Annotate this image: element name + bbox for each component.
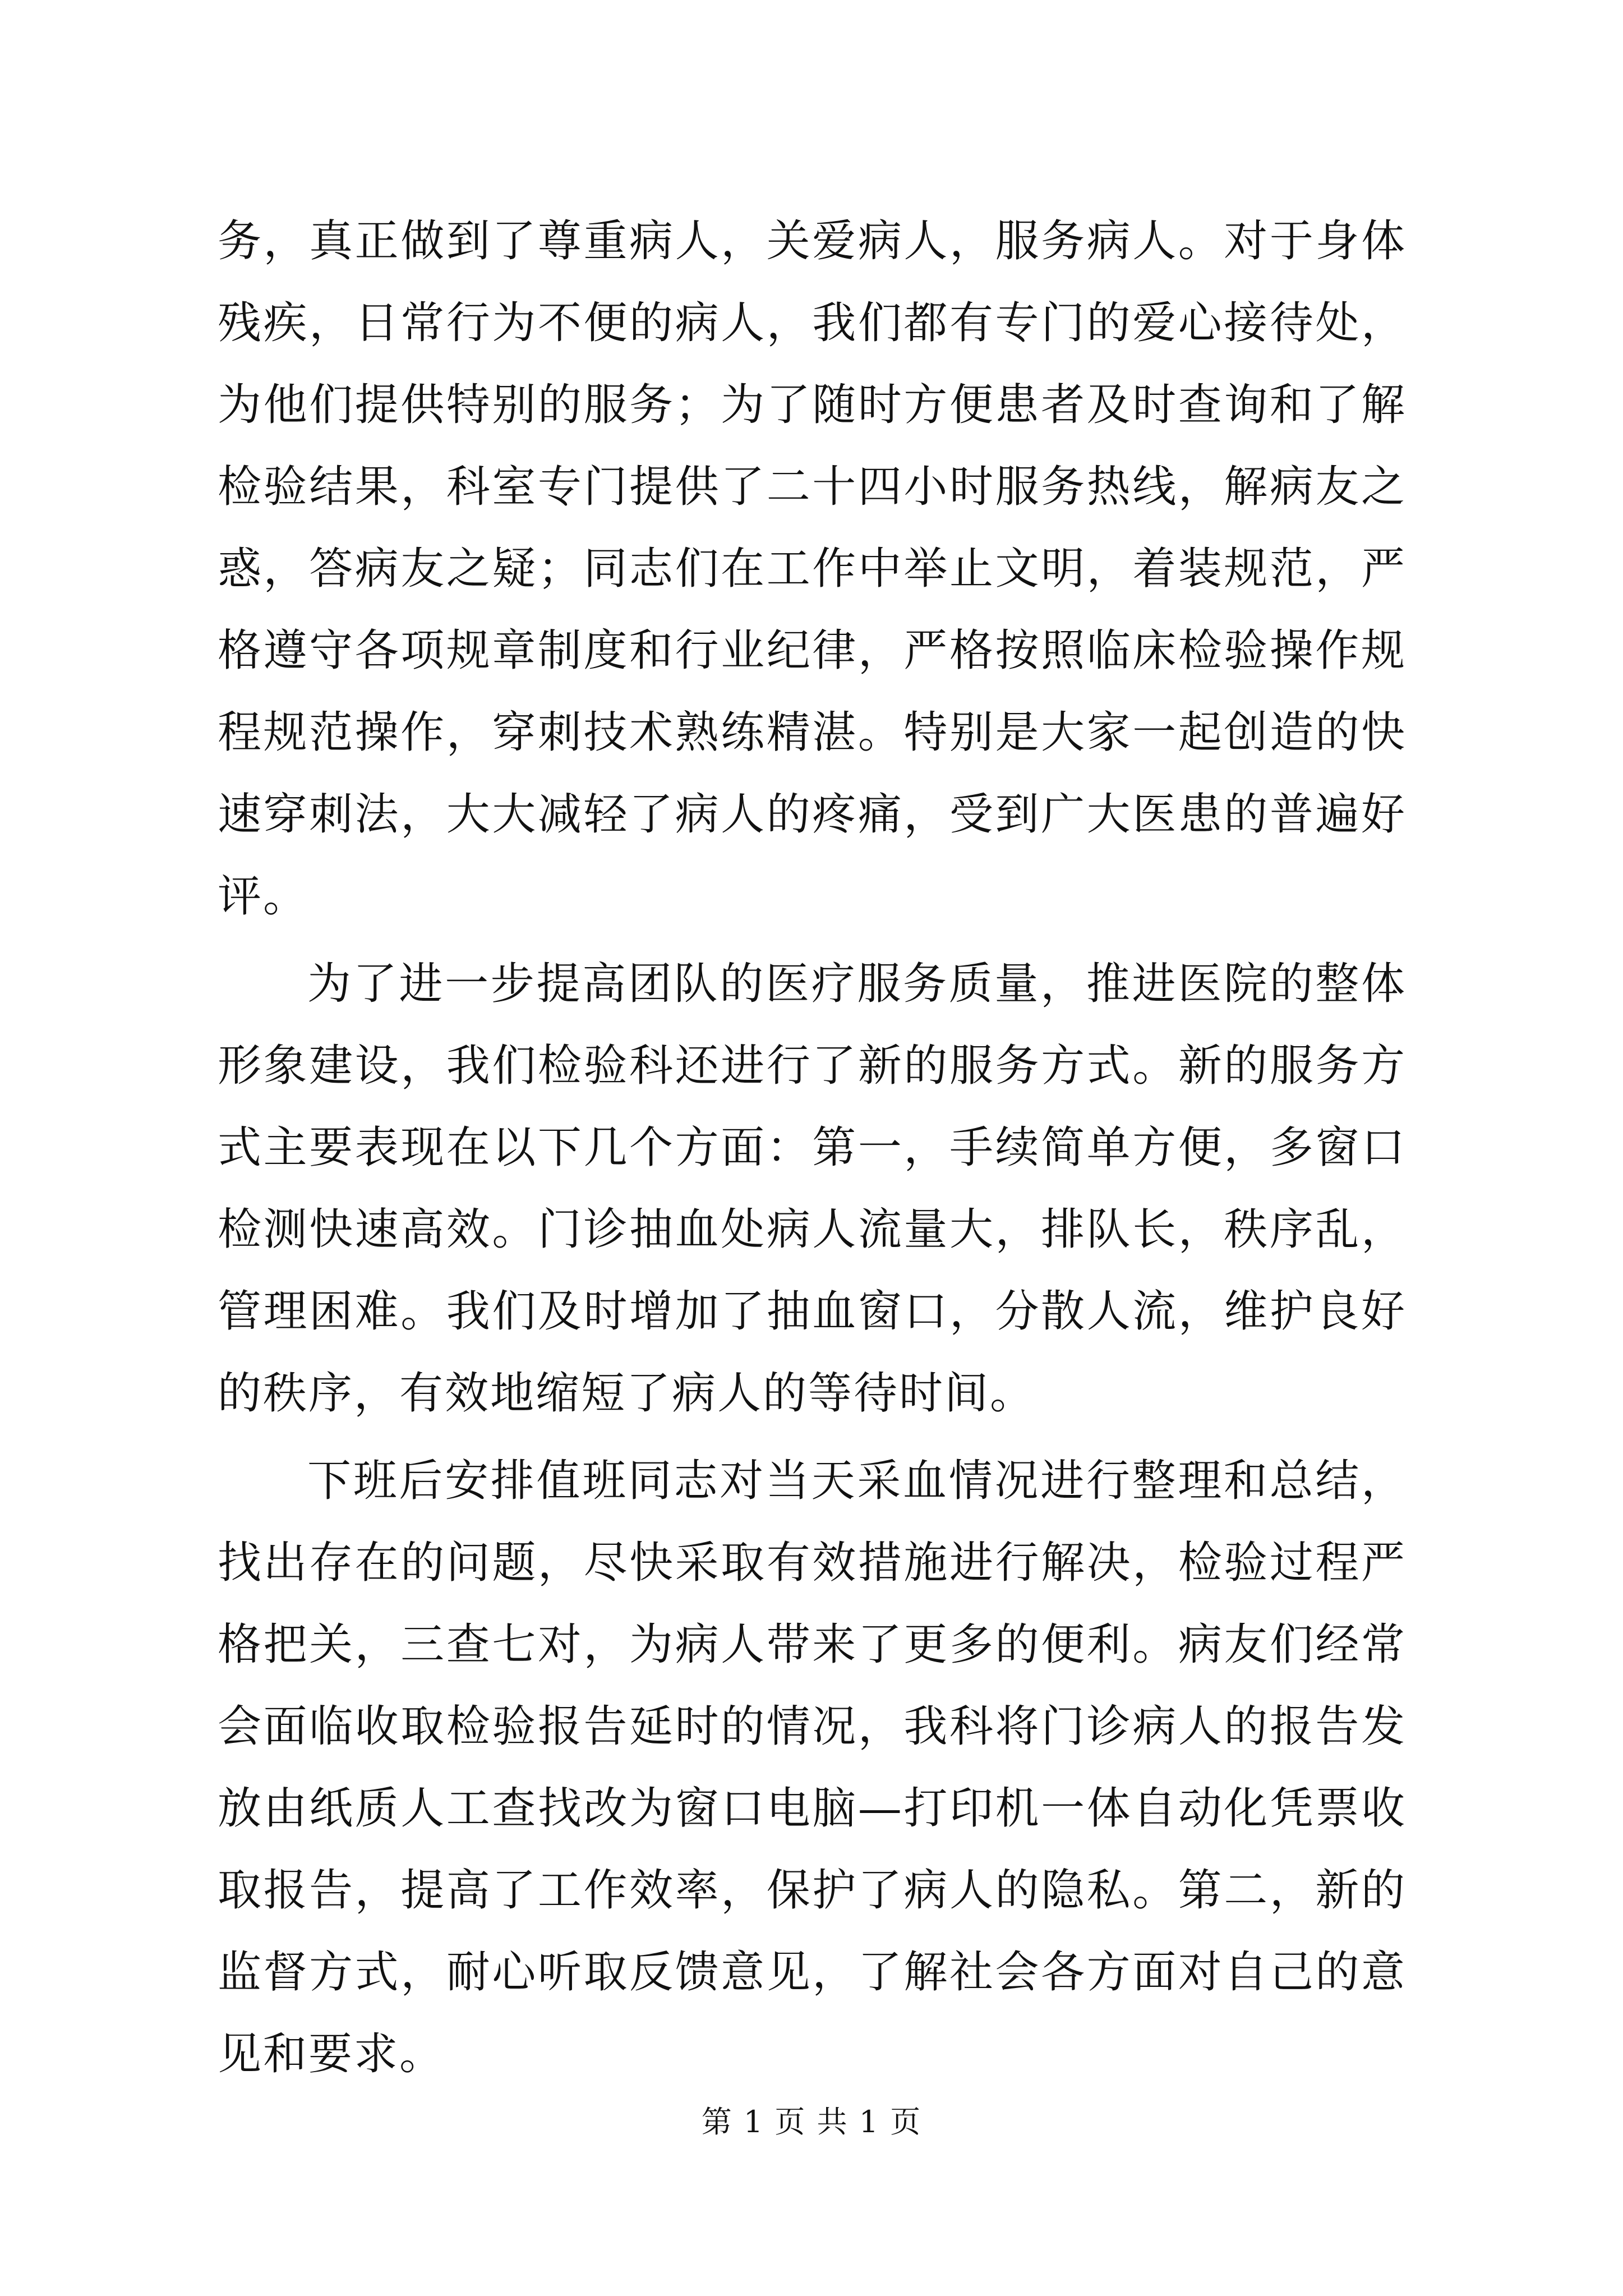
page-footer: 第 1 页 共 1 页 [701, 2104, 922, 2139]
paragraph-3: 下班后安排值班同志对当天采血情况进行整理和总结，找出存在的问题，尽快采取有效措施进行解决，检验过程严格把关，三查七对，为病人带来了更多的便利。病友们经常会面临收取检验报告延时的情况，我科将门诊病人的报告发放由纸质人工查找改为窗口电脑—打印机一体自动化凭票收取报告，提高了工作效率，保护了病人的隐私。第二，新的监督方式，耐心听取反馈意见，了解社会各方面对自己的意见和要求。 [218, 1456, 1407, 2079]
document-body [218, 200, 1407, 2095]
paragraph-2: 为了进一步提高团队的医疗服务质量，推进医院的整体形象建设，我们检验科还进行了新的服务方式。新的服务方式主要表现在以下几个方面：第一，手续简单方便，多窗口检测快速高效。门诊抽血处病人流量大，排队长，秩序乱，管理困难。我们及时增加了抽血窗口，分散人流，维护良好的秩序，有效地缩短了病人的等待时间。 [218, 959, 1407, 1419]
paragraph-1: 务，真正做到了尊重病人，关爱病人，服务病人。对于身体残疾，日常行为不便的病人，我们都有专门的爱心接待处，为他们提供特别的服务；为了随时方便患者及时查询和了解检验结果，科室专门提供了二十四小时服务热线，解病友之惑，答病友之疑；同志们在工作中举止文明，着装规范，严格遵守各项规章制度和行业纪律，严格按照临床检验操作规程规范操作，穿刺技术熟练精湛。特别是大家一起创造的快速穿刺法，大大减轻了病人的疼痛，受到广大医患的普遍好评。 [218, 216, 1407, 922]
